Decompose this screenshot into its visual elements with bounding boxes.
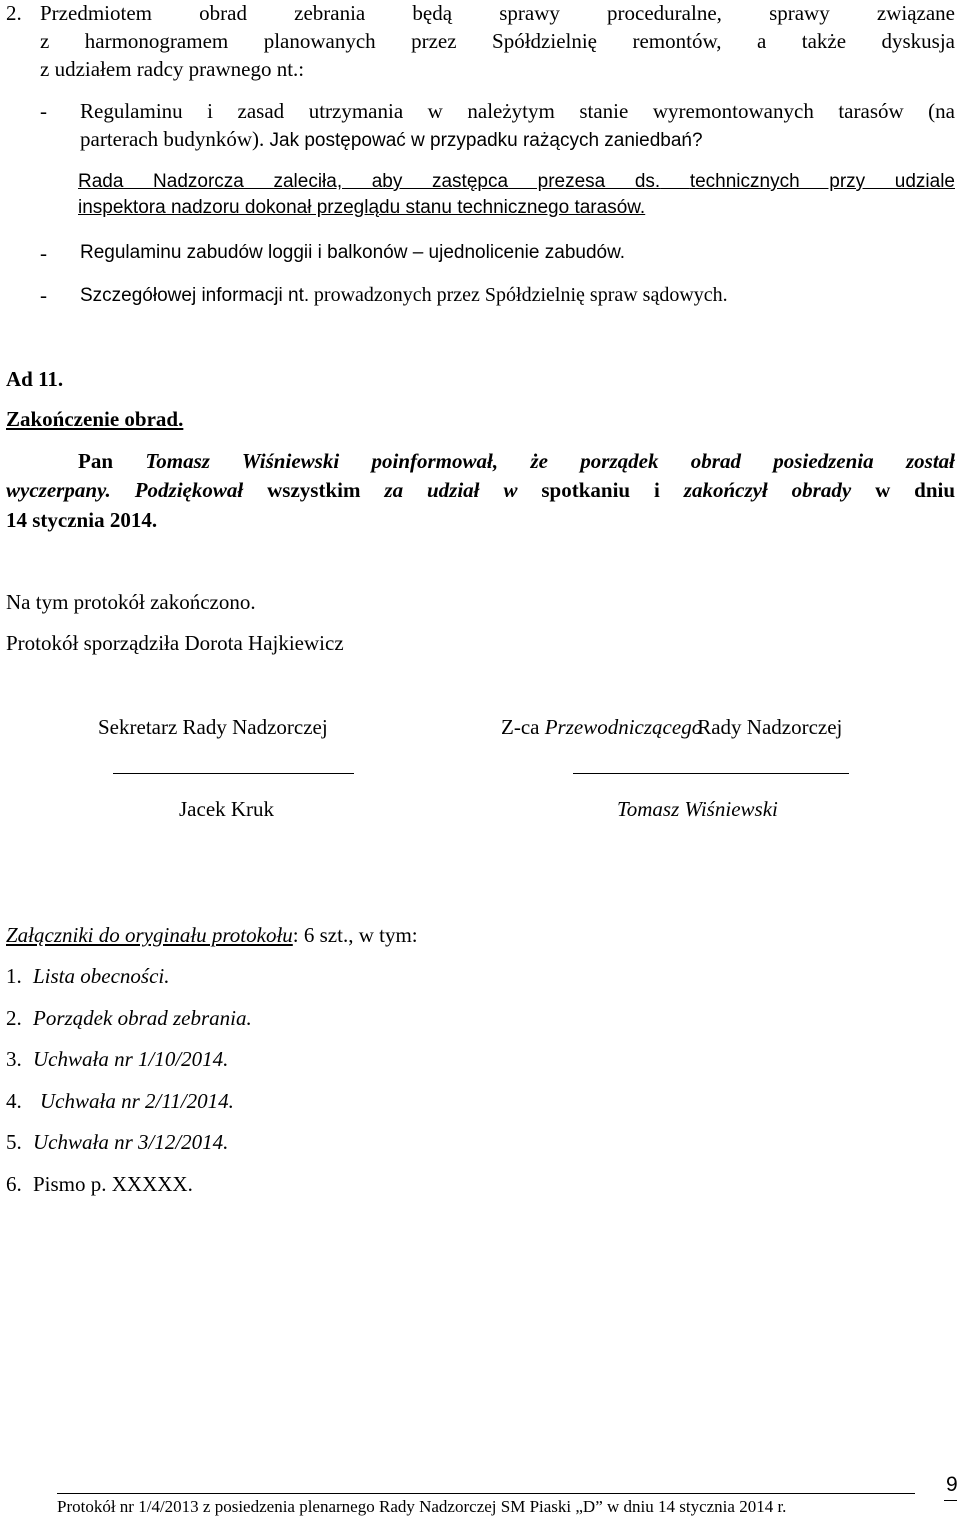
protocol-closed-text: Na tym protokół zakończono. (6, 590, 256, 614)
closing-paragraph-part: wyczerpany. (6, 478, 111, 502)
attachments-count: : 6 szt., w tym: (292, 923, 418, 947)
attachment-item (6, 1005, 252, 1031)
attachment-number: 5. (6, 1130, 22, 1154)
sub-item-court-cases (80, 283, 728, 308)
attachment-item (6, 1129, 228, 1155)
board-recommendation-text-a: Rada Nadzorcza zaleciła, aby zastępca prezesa ds. (78, 171, 661, 192)
list-dash: - (40, 241, 47, 265)
footer-rule (57, 1493, 915, 1494)
closing-paragraph-pan: Pan (78, 449, 114, 473)
attachment-text: Uchwała nr 3/12/2014. (33, 1130, 229, 1154)
attachment-number: 3. (6, 1047, 22, 1071)
closing-paragraph-line-3: 14 stycznia 2014. (6, 508, 158, 532)
closing-paragraph-line-1 (78, 448, 955, 474)
section-heading: Ad 11. (6, 367, 64, 391)
sub-item-court-cases-b: prowadzonych przez Spółdzielnię spraw sądowych. (313, 284, 728, 306)
signature-left-name: Jacek Kruk (179, 797, 275, 821)
attachment-item (6, 1046, 228, 1072)
item2-text-line-1: Przedmiotem obrad zebrania będą sprawy proceduralne, sprawy związane (40, 1, 955, 25)
signature-right-name: Tomasz Wiśniewski (617, 797, 778, 821)
sub-item-loggias: Regulaminu zabudów loggii i balkonów – ujednolicenie zabudów. (80, 242, 626, 263)
signature-left-line (113, 773, 354, 774)
signature-left-role: Sekretarz Rady Nadzorczej (98, 715, 328, 739)
board-recommendation-line-2: inspektora nadzoru dokonał przeglądu stanu technicznego tarasów. (78, 197, 646, 218)
closing-paragraph-part: w (503, 478, 518, 502)
attachments-heading (6, 922, 418, 948)
page-number: 9 (946, 1473, 958, 1496)
list-dash: - (40, 283, 47, 307)
signature-right-role (501, 714, 842, 740)
attachment-text: Uchwała nr 2/11/2014. (40, 1089, 234, 1113)
item2-text-line-2: z harmonogramem planowanych przez Spółdzielnię remontów, a także dyskusja (40, 29, 955, 53)
sub-item-terraces-line-2 (80, 126, 703, 154)
sub-item-terraces-text: parterach budynków). (80, 127, 265, 151)
section-title: Zakończenie obrad. (6, 407, 184, 431)
closing-paragraph-part: za udział (384, 478, 480, 502)
closing-paragraph-part: zakończył obrady (683, 478, 852, 502)
sub-item-court-cases-a: Szczegółowej informacji nt. (80, 285, 310, 306)
item-number: 2. (6, 1, 22, 25)
closing-paragraph-line-2 (6, 477, 955, 503)
closing-paragraph-part: Podziękował (134, 478, 244, 502)
closing-paragraph-part: spotkaniu i (541, 478, 660, 502)
signature-right-role-italic: Przewodniczącego (544, 715, 703, 739)
attachment-number: 4. (6, 1089, 22, 1113)
attachment-text: Porządek obrad zebrania. (33, 1006, 252, 1030)
board-recommendation-line-1 (78, 170, 955, 194)
footer-text: Protokół nr 1/4/2013 z posiedzenia plenarnego Rady Nadzorczej SM Piaski „D” w dniu 14 stycznia 2014 r. (57, 1497, 787, 1516)
attachment-text: Uchwała nr 1/10/2014. (33, 1047, 229, 1071)
signature-right-role-prefix: Z-ca (501, 715, 540, 739)
attachment-number: 1. (6, 964, 22, 988)
list-dash: - (40, 99, 47, 123)
closing-paragraph-statement: Tomasz Wiśniewski poinformował, że porządek obrad posiedzenia został (145, 449, 955, 473)
closing-paragraph-part: w dniu (875, 478, 956, 502)
item2-text-line-3: z udziałem radcy prawnego nt.: (40, 57, 305, 81)
attachment-item (6, 963, 170, 989)
attachment-text: Pismo p. XXXXX. (33, 1172, 193, 1196)
attachments-title: Załączniki do oryginału protokołu (6, 923, 293, 947)
page-number-underline (944, 1500, 957, 1501)
protocol-author-text: Protokół sporządziła Dorota Hajkiewicz (6, 631, 344, 655)
sub-item-terraces-line-1: Regulaminu i zasad utrzymania w należytym stanie wyremontowanych tarasów (na (80, 99, 955, 123)
sub-item-question: Jak postępować w przypadku rażących zaniedbań? (269, 130, 703, 151)
attachment-item (6, 1171, 193, 1197)
signature-right-line (573, 773, 849, 774)
attachment-item (6, 1088, 234, 1114)
closing-paragraph-part: wszystkim (267, 478, 361, 502)
board-recommendation-text-b: technicznych przy udziale (689, 171, 955, 192)
attachment-number: 2. (6, 1006, 22, 1030)
attachment-text: Lista obecności. (33, 964, 170, 988)
signature-right-role-suffix: Rady Nadzorczej (697, 715, 843, 739)
attachment-number: 6. (6, 1172, 22, 1196)
